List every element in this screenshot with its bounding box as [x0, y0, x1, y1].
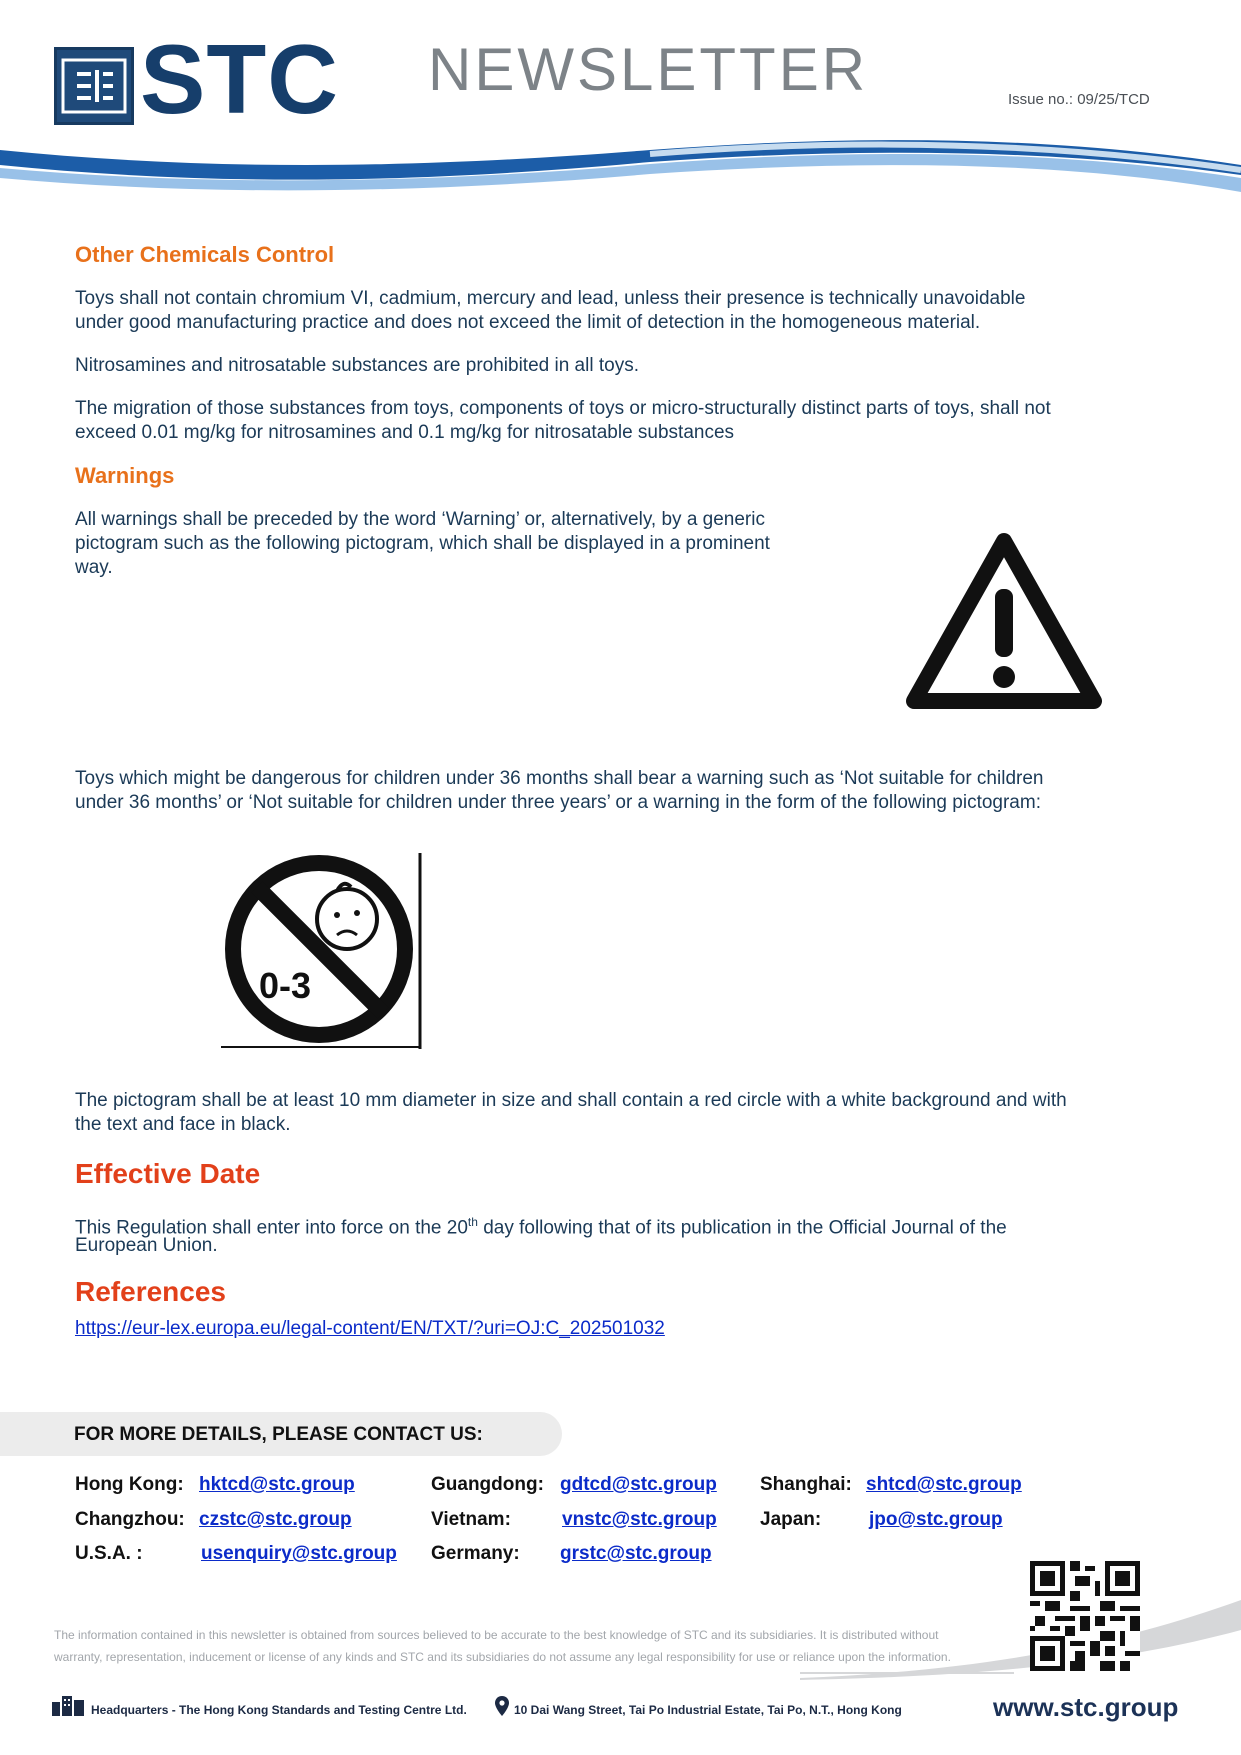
warnings-paragraph-3-line-2: the text and face in black.	[75, 1114, 291, 1135]
other-chem-paragraph-1-line-2: under good manufacturing practice and does not exceed the limit of detection in the homogeneous material.	[75, 312, 981, 333]
contact-email-vietnam[interactable]: vnstc@stc.group	[562, 1509, 717, 1530]
footer-headquarters: Headquarters - The Hong Kong Standards and Testing Centre Ltd.	[91, 1703, 467, 1717]
disclaimer	[54, 1624, 984, 1668]
contact-email-guangdong[interactable]: gdtcd@stc.group	[560, 1474, 717, 1495]
contact-label-japan: Japan:	[760, 1509, 822, 1530]
footer-website[interactable]: www.stc.group	[993, 1692, 1179, 1722]
effective-text-sup: th	[467, 1215, 478, 1229]
warnings-paragraph-1-line-3: way.	[75, 557, 113, 578]
contact-label-changzhou: Changzhou:	[75, 1509, 185, 1530]
warnings-paragraph-1-line-2: pictogram such as the following pictogram, which shall be displayed in a prominent	[75, 533, 770, 554]
other-chem-paragraph-1-line-1: Toys shall not contain chromium VI, cadmium, mercury and lead, unless their presence is technically unavoidable	[75, 288, 1026, 309]
contact-email-shanghai[interactable]: shtcd@stc.group	[866, 1474, 1022, 1495]
contact-label-guangdong: Guangdong:	[431, 1474, 544, 1495]
warnings-paragraph-1-line-1: All warnings shall be preceded by the word ‘Warning’ or, alternatively, by a generic	[75, 509, 765, 530]
footer-divider	[800, 1672, 1014, 1676]
not-for-under-3-icon	[221, 853, 423, 1049]
contact-title: FOR MORE DETAILS, PLEASE CONTACT US:	[74, 1424, 483, 1445]
age-pictogram-label: 0-3	[259, 965, 312, 1006]
other-chem-paragraph-2: Nitrosamines and nitrosatable substances are prohibited in all toys.	[75, 355, 639, 376]
disclaimer-line-2: warranty, representation, inducement or license of any kinds and STC and its subsidiaries do not assume any legal responsibility for use or reliance upon the information.	[54, 1650, 951, 1664]
effective-paragraph-line-2: European Union.	[75, 1235, 218, 1256]
logo-mark	[54, 47, 134, 125]
warnings-paragraph-2-line-1: Toys which might be dangerous for children under 36 months shall bear a warning such as ‘Not suitable for children	[75, 768, 1044, 789]
location-pin-icon	[495, 1696, 509, 1716]
logo-text: STC	[140, 24, 339, 134]
other-chem-paragraph-3-line-1: The migration of those substances from toys, components of toys or micro-structurally distinct parts of toys, shall not	[75, 398, 1051, 419]
contact-email-germany[interactable]: grstc@stc.group	[560, 1543, 712, 1564]
effective-text-a: This Regulation shall enter into force on the 20	[75, 1217, 468, 1239]
contact-label-vietnam: Vietnam:	[431, 1509, 511, 1530]
contact-email-usa[interactable]: usenquiry@stc.group	[201, 1543, 397, 1564]
reference-link[interactable]: https://eur-lex.europa.eu/legal-content/EN/TXT/?uri=OJ:C_202501032	[75, 1318, 665, 1339]
warnings-paragraph-3-line-1: The pictogram shall be at least 10 mm diameter in size and shall contain a red circle with a white background and with	[75, 1090, 1067, 1111]
qr-code[interactable]	[1030, 1560, 1140, 1672]
contact-label-shanghai: Shanghai:	[760, 1474, 852, 1495]
effective-text-b: day following that of its publication in the Official Journal of the	[477, 1217, 1007, 1239]
contact-email-changzhou[interactable]: czstc@stc.group	[199, 1509, 352, 1530]
newsletter-title: NEWSLETTER	[428, 36, 869, 103]
contact-label-hong-kong: Hong Kong:	[75, 1474, 184, 1495]
section-heading-warnings: Warnings	[75, 463, 175, 488]
header-wave	[0, 130, 1241, 200]
contact-label-usa: U.S.A. :	[75, 1543, 143, 1564]
logo-mark-icon	[57, 50, 131, 122]
section-heading-other-chemicals: Other Chemicals Control	[75, 242, 335, 267]
contact-email-hong-kong[interactable]: hktcd@stc.group	[199, 1474, 355, 1495]
section-heading-references: References	[75, 1276, 226, 1307]
section-heading-effective-date: Effective Date	[75, 1158, 261, 1189]
footer-address: 10 Dai Wang Street, Tai Po Industrial Estate, Tai Po, N.T., Hong Kong	[514, 1703, 902, 1717]
warnings-paragraph-2-line-2: under 36 months’ or ‘Not suitable for children under three years’ or a warning in the form of the following pictogram:	[75, 792, 1041, 813]
warning-triangle-icon	[904, 531, 1104, 713]
issue-number: Issue no.: 09/25/TCD	[1008, 91, 1150, 108]
other-chem-paragraph-3-line-2: exceed 0.01 mg/kg for nitrosamines and 0.1 mg/kg for nitrosatable substances	[75, 422, 735, 443]
contact-label-germany: Germany:	[431, 1543, 520, 1564]
contact-email-japan[interactable]: jpo@stc.group	[869, 1509, 1003, 1530]
disclaimer-line-1: The information contained in this newsletter is obtained from sources believed to be accurate to the best knowledge of STC and its subsidiaries. It is distributed without	[54, 1628, 939, 1642]
building-icon	[52, 1694, 86, 1716]
